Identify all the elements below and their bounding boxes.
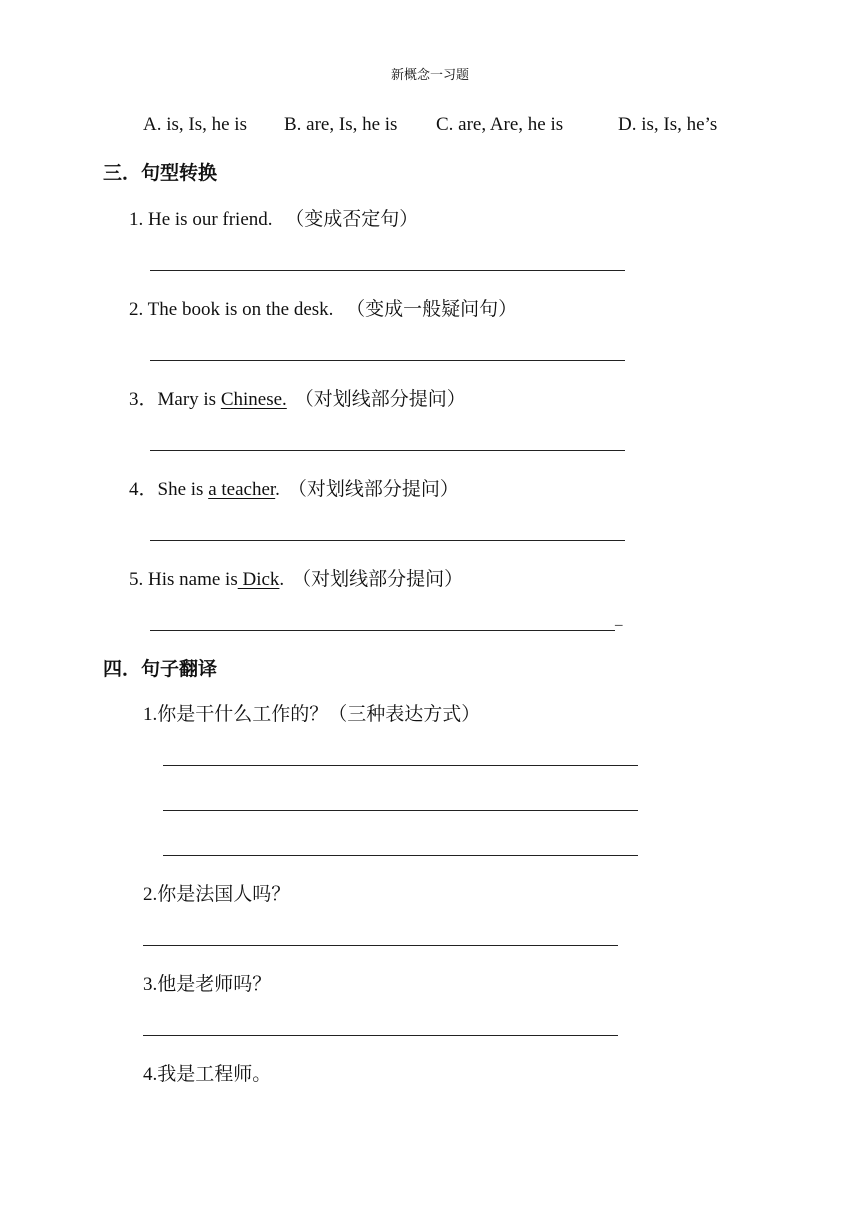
section-4-title: 四．句子翻译 [103,658,218,680]
sentence-3 [129,384,466,411]
translate-4-prompt: 4.我是工程师。 [143,1064,272,1085]
sentence-5-suffix: . [279,569,285,590]
sentence-5-hint: （对划线部分提问） [292,569,464,590]
option-c: C. are, Are, he is [436,114,564,135]
answer-line-2[interactable] [150,360,625,361]
sentence-1 [129,204,418,231]
option-d: D. is, Is, he’s [618,114,718,135]
sentence-5-text: 5. His name is [129,569,238,590]
option-b: B. are, Is, he is [284,114,398,135]
translate-2-line[interactable] [143,945,618,946]
translate-3-prompt: 3.他是老师吗？ [143,974,272,995]
answer-line-1[interactable] [150,270,625,271]
translate-2-prompt: 2.你是法国人吗？ [143,884,291,905]
page-header: 新概念一习题 [390,67,469,82]
translate-3-line[interactable] [143,1035,618,1036]
translate-1-line-c[interactable] [163,855,638,856]
sentence-4-suffix: . [275,479,280,500]
sentence-2 [129,294,517,321]
sentence-2-text: 2. The book is on the desk. [129,299,334,320]
answer-line-3[interactable] [150,450,625,451]
sentence-3-hint: （对划线部分提问） [294,389,466,410]
option-a: A. is, Is, he is [143,114,247,135]
section-3-title: 三．句型转换 [103,162,218,184]
translate-1-prompt: 1.你是干什么工作的？（三种表达方式） [143,704,481,725]
answer-line-5[interactable] [150,630,615,631]
sentence-1-text: 1. He is our friend. [129,209,273,230]
sentence-4-underlined: a teacher [208,479,276,500]
answer-line-4[interactable] [150,540,625,541]
sentence-4-text: 4．She is [129,479,209,500]
translate-1-line-b[interactable] [163,810,638,811]
sentence-5-underlined: Dick [237,569,280,590]
sentence-3-text: 3．Mary is [129,389,221,410]
sentence-4 [129,474,459,501]
translate-1-line-a[interactable] [163,765,638,766]
trailing-mark: _ [615,612,623,628]
sentence-2-hint: （变成一般疑问句） [346,299,518,320]
sentence-1-hint: （变成否定句） [285,209,419,230]
sentence-5 [129,564,463,591]
sentence-3-underlined: Chinese. [220,389,287,410]
sentence-4-hint: （对划线部分提问） [287,479,459,500]
